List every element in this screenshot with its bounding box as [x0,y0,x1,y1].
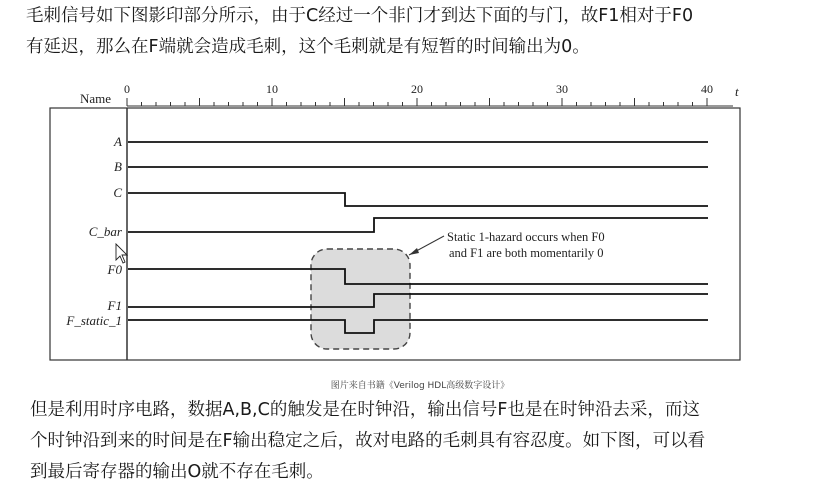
annotation-line-2: and F1 are both momentarily 0 [449,246,604,260]
annotation-arrowhead [409,248,419,255]
waveform-f1 [128,294,708,307]
tick-label-40: 40 [701,82,713,96]
waveform-c [128,193,708,206]
body-line-2: 个时钟沿到来的时间是在F输出稳定之后，故对电路的毛刺具有容忍度。如下图，可以看 [30,431,706,451]
tick-label-10: 10 [266,82,278,96]
body-line-3: 到最后寄存器的输出O就不存在毛刺。 [30,462,324,482]
axis-unit-label: t [735,84,739,99]
tick-label-20: 20 [411,82,423,96]
body-paragraph [30,395,830,488]
signal-label-c-bar: C_bar [88,224,122,239]
mouse-pointer-icon [116,244,127,263]
axis-name-label: Name [80,91,112,106]
signal-label-f-static-1: F_static_1 [66,313,122,328]
signal-label-c: C [113,185,122,200]
waveform-f0 [128,269,708,284]
body-line-1: 但是利用时序电路，数据A,B,C的触发是在时钟沿，输出信号F也是在时钟沿去采，而这 [30,400,700,420]
signal-label-f1: F1 [107,298,122,313]
signal-label-b: B [114,159,122,174]
signal-label-f0: F0 [107,262,122,277]
tick-label-30: 30 [556,82,568,96]
ruler-ticks [127,98,707,106]
signal-label-a: A [114,134,122,149]
tick-label-0: 0 [124,82,130,96]
waveform-f-static-1 [128,320,708,333]
waveform-c-bar [128,218,708,232]
figure-caption: 图片来自书籍《Verilog HDL高级数字设计》 [330,381,510,391]
hazard-highlight-box [311,249,410,349]
annotation-line-1: Static 1-hazard occurs when F0 [447,230,605,244]
intro-line-1: 毛刺信号如下图影印部分所示，由于C经过一个非门才到达下面的与门，故F1相对于F0 [26,6,694,26]
intro-line-2: 有延迟，那么在F端就会造成毛刺，这个毛刺就是有短暂的时间输出为0。 [26,37,590,57]
